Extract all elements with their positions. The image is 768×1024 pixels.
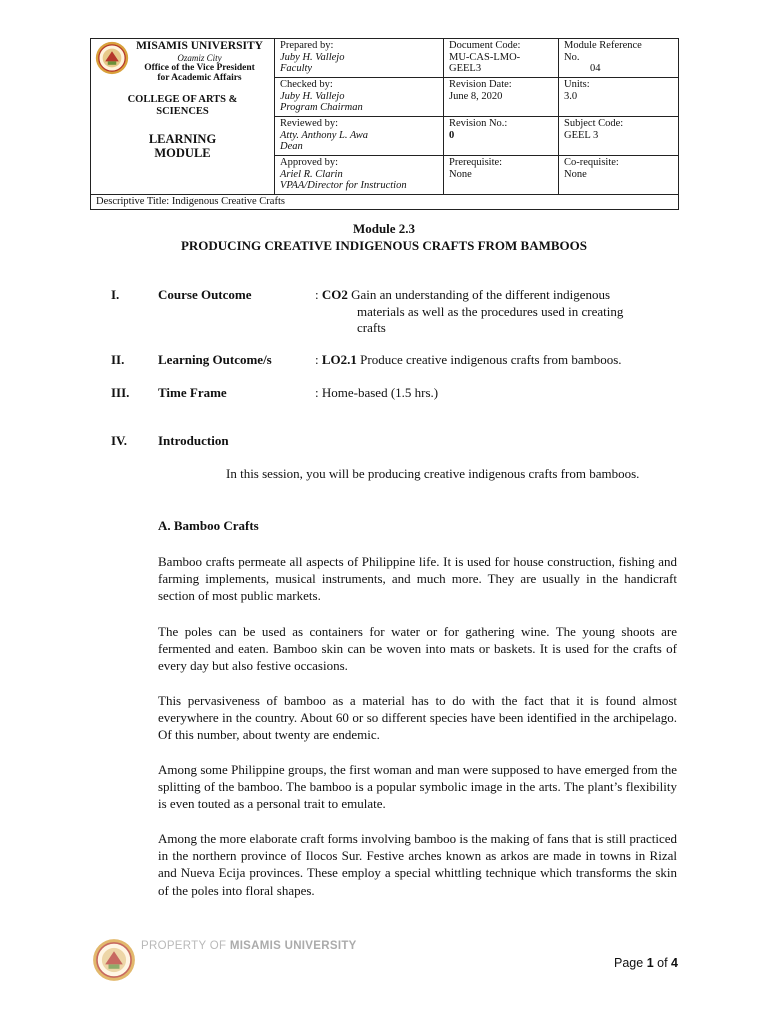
footer-seal-icon: [92, 938, 136, 982]
section-3-text: Home-based (1.5 hrs.): [321, 385, 439, 400]
section-1-line-1: Gain an understanding of the different indigenous: [351, 287, 611, 302]
paragraph-5: Among the more elaborate craft forms involving bamboo is the making of fans that is still practiced in the northern province of Ilocos Sur. Festive arches known as arkos are made in towns in Rizal and Nueva Ecija provinces. These employ a special whittling technique which transforms the skin of the poles into floral shapes.: [158, 831, 677, 898]
learning-module-line-1: LEARNING: [148, 131, 217, 146]
reviewed-by-cell: [275, 117, 444, 156]
prerequisite-cell: [444, 156, 559, 195]
document-code-value-2: GEEL3: [449, 63, 482, 74]
section-2-sep: :: [315, 352, 319, 367]
revision-no-value: 0: [449, 129, 455, 141]
page-number: [614, 956, 678, 970]
reviewed-by-label: Reviewed by:: [280, 118, 339, 129]
revision-no-label: Revision No.:: [449, 118, 508, 129]
section-4-numeral: IV.: [111, 433, 128, 448]
checked-by-name: Juby H. Vallejo: [280, 90, 345, 102]
university-city: Ozamiz City: [177, 52, 222, 63]
approved-by-role: VPAA/Director for Instruction: [280, 180, 407, 191]
paragraph-1: Bamboo crafts permeate all aspects of Philippine life. It is used for house construction, fishing and farming implements, musical instruments, and much more. They are usually in the handicraft section of most public markets.: [158, 554, 677, 604]
page-current: 1: [646, 956, 654, 970]
module-reference-label-1: Module Reference: [564, 40, 642, 51]
subject-code-cell: [559, 117, 679, 156]
paragraph-3: This pervasiveness of bamboo as a material has to do with the fact that it is found almost everywhere in the country. About 60 or so different species have been identified in the archipelago. Of this number, about twenty are endemic.: [158, 693, 677, 743]
university-name: MISAMIS UNIVERSITY: [136, 40, 263, 52]
paragraph-2: The poles can be used as containers for water or for gathering wine. The young shoots are fermented and eaten. Bamboo skin can be woven into mats or baskets. It is used for the crafts of every day but also festive occasions.: [158, 624, 677, 674]
module-title: PRODUCING CREATIVE INDIGENOUS CRAFTS FROM BAMBOOS: [180, 238, 588, 253]
document-code-cell: [444, 39, 559, 78]
section-1-value: [315, 287, 675, 337]
section-3-value: [315, 385, 675, 402]
module-number: Module 2.3: [352, 221, 416, 236]
approved-by-label: Approved by:: [280, 157, 339, 168]
checked-by-label: Checked by:: [280, 79, 333, 90]
approved-by-cell: [275, 156, 444, 195]
page-word: Page: [614, 956, 644, 970]
subject-code-value: GEEL 3: [564, 129, 599, 141]
revision-date-value: June 8, 2020: [449, 90, 503, 102]
document-code-value-1: MU-CAS-LMO-: [449, 51, 521, 63]
university-seal-icon: [95, 41, 129, 75]
prepared-by-cell: [275, 39, 444, 78]
document-code-label: Document Code:: [449, 40, 521, 51]
section-1-label: Course Outcome: [158, 287, 252, 302]
office-line-2: for Academic Affairs: [157, 73, 242, 83]
prepared-by-label: Prepared by:: [280, 40, 334, 51]
revision-no-cell: [444, 117, 559, 156]
module-reference-label-2: No.: [564, 51, 580, 63]
module-reference-cell: [559, 39, 679, 78]
approved-by-name: Ariel R. Clarin: [280, 168, 343, 180]
intro-paragraph: In this session, you will be producing creative indigenous crafts from bamboos.: [226, 466, 640, 481]
section-1-code: CO2: [321, 287, 348, 302]
section-1-line-3: crafts: [357, 320, 386, 335]
section-2-value: [315, 352, 675, 369]
checked-by-role: Program Chairman: [280, 102, 363, 113]
section-3-label: Time Frame: [158, 385, 227, 400]
property-prefix: PROPERTY OF: [141, 940, 227, 952]
paragraph-4: Among some Philippine groups, the first woman and man were supposed to have emerged from the splitting of the bamboo. The bamboo is a popular symbolic image in the arts. The plant’s flexibility is even touted as a personal trait to emulate.: [158, 762, 677, 812]
learning-module-line-2: MODULE: [154, 145, 211, 160]
reviewed-by-name: Atty. Anthony L. Awa: [280, 129, 368, 141]
page-total: 4: [671, 956, 678, 970]
prerequisite-label: Prerequisite:: [449, 157, 503, 168]
section-3-numeral: III.: [111, 385, 130, 400]
section-2-text: Produce creative indigenous crafts from bamboos.: [360, 352, 622, 367]
section-2-code: LO2.1: [321, 352, 357, 367]
college-line-2: SCIENCES: [156, 105, 209, 117]
property-notice: [141, 940, 357, 952]
units-label: Units:: [564, 79, 590, 90]
descriptive-title: Descriptive Title: Indigenous Creative Crafts: [91, 195, 679, 210]
revision-date-cell: [444, 78, 559, 117]
section-3-sep: :: [315, 385, 319, 400]
institution-cell: [91, 39, 275, 195]
section-1-sep: :: [315, 287, 319, 302]
section-4-label: Introduction: [158, 433, 229, 448]
revision-date-label: Revision Date:: [449, 79, 512, 90]
reviewed-by-role: Dean: [280, 141, 303, 152]
corequisite-cell: [559, 156, 679, 195]
prerequisite-value: None: [449, 168, 472, 180]
prepared-by-role: Faculty: [280, 63, 313, 74]
section-1-numeral: I.: [111, 287, 120, 302]
units-value: 3.0: [564, 90, 578, 102]
subheading-bamboo-crafts: A. Bamboo Crafts: [158, 518, 259, 533]
corequisite-value: None: [564, 168, 587, 180]
subject-code-label: Subject Code:: [564, 118, 624, 129]
section-2-label: Learning Outcome/s: [158, 352, 272, 367]
office-line-1: Office of the Vice President: [144, 62, 255, 73]
section-2-numeral: II.: [111, 352, 125, 367]
module-reference-value: 04: [590, 63, 601, 74]
units-cell: [559, 78, 679, 117]
document-header-table: [90, 38, 679, 210]
section-1-line-2: materials as well as the procedures used in creating: [357, 303, 624, 319]
prepared-by-name: Juby H. Vallejo: [280, 51, 345, 63]
checked-by-cell: [275, 78, 444, 117]
corequisite-label: Co-requisite:: [564, 157, 619, 168]
page-of: of: [657, 956, 668, 970]
property-name: MISAMIS UNIVERSITY: [229, 940, 357, 952]
college-line-1: COLLEGE OF ARTS &: [127, 93, 238, 105]
